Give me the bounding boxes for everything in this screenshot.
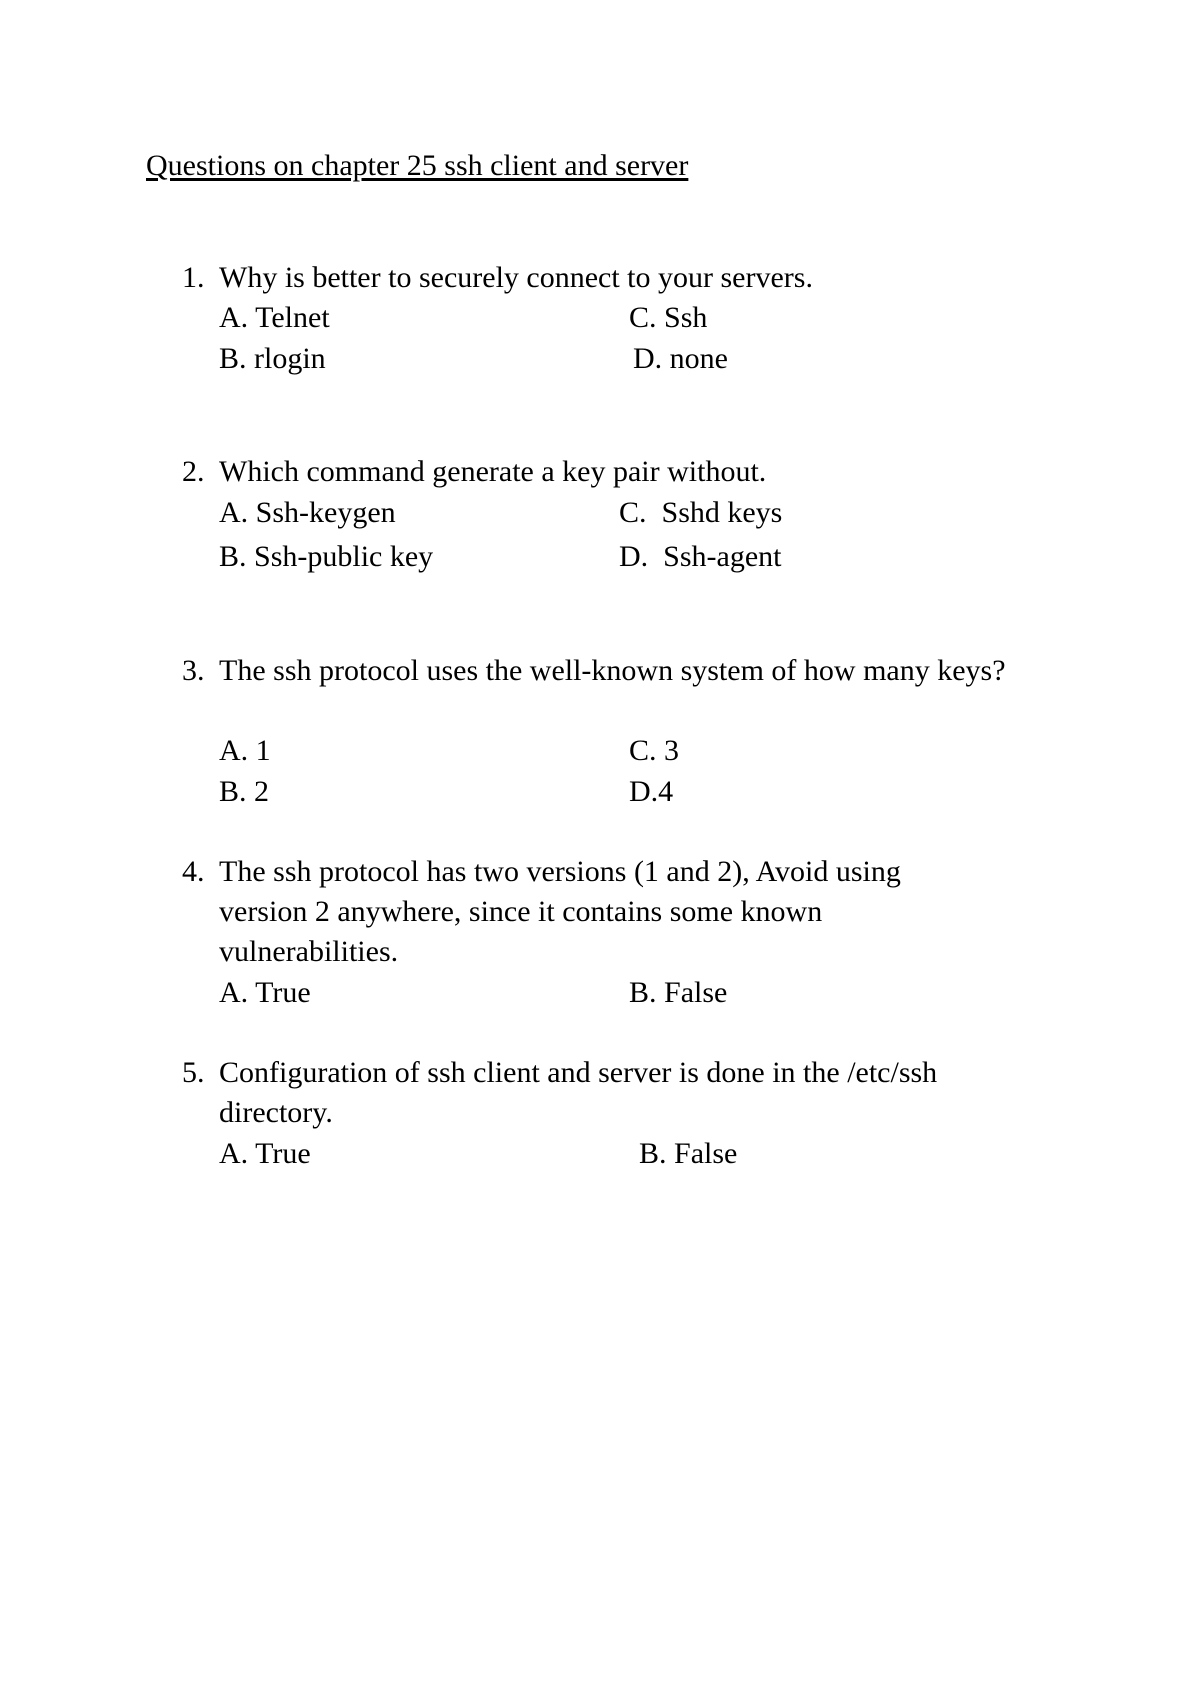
question-number: 3. (182, 654, 205, 687)
question-number: 2. (182, 455, 205, 488)
option-b: B. False (629, 976, 728, 1009)
option-b: B. False (639, 1137, 738, 1170)
option-c: C. 3 (629, 734, 680, 767)
option-b: B. Ssh-public key (219, 540, 434, 573)
document-title: Questions on chapter 25 ssh client and server (146, 149, 689, 182)
question-number: 5. (182, 1056, 205, 1089)
question-text: Why is better to securely connect to your servers. (219, 261, 813, 294)
option-c: C. Sshd keys (619, 496, 783, 529)
option-a: A. True (219, 976, 311, 1009)
question-number: 1. (182, 261, 205, 294)
question-number: 4. (182, 855, 205, 888)
option-a: A. Ssh-keygen (219, 496, 396, 529)
option-d: D. Ssh-agent (619, 540, 782, 573)
option-d: D.4 (629, 775, 674, 808)
question-text: Configuration of ssh client and server is done in the /etc/ssh directory. (219, 1056, 938, 1129)
option-a: A. 1 (219, 734, 271, 767)
question-text: The ssh protocol uses the well-known system of how many keys? (219, 654, 1006, 687)
question-text: Which command generate a key pair without. (219, 455, 767, 488)
option-d: D. none (633, 342, 728, 375)
option-b: B. 2 (219, 775, 270, 808)
option-a: A. Telnet (219, 301, 330, 334)
option-c: C. Ssh (629, 301, 708, 334)
option-a: A. True (219, 1137, 311, 1170)
question-text: The ssh protocol has two versions (1 and 2), Avoid using version 2 anywhere, since it contains some known vulnerabilities. (219, 855, 901, 968)
option-b: B. rlogin (219, 342, 326, 375)
